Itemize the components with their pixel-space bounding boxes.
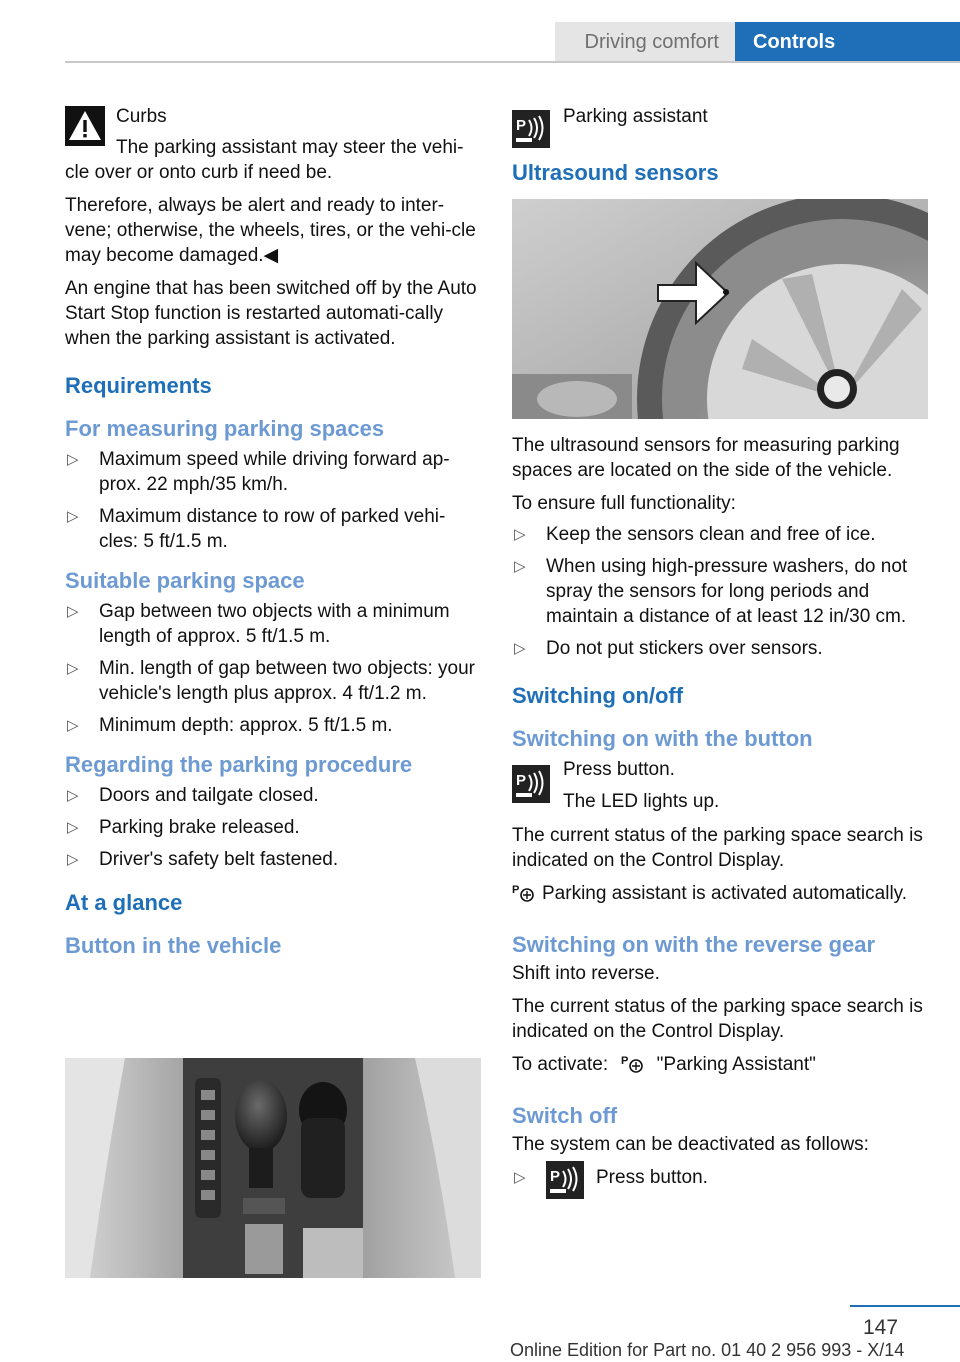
list-item: ▷ Minimum depth: approx. 5 ft/1.5 m. — [67, 715, 393, 736]
paragraph: The system can be deactivated as follows: — [512, 1134, 869, 1155]
svg-text:P: P — [621, 1055, 629, 1067]
chapter-tab: Controls — [735, 22, 960, 62]
list-item: ▷ Maximum speed while driving forward ap-prox. 22 mph/35 km/h. — [67, 449, 450, 495]
triangle-bullet-icon: ▷ — [67, 717, 79, 734]
list-item: ▷ Driver's safety belt fastened. — [67, 849, 339, 870]
parking-assistant-button-icon — [512, 765, 550, 803]
paragraph: The current status of the parking space search is indicated on the Control Display. — [512, 825, 923, 871]
heading-requirements: Requirements — [65, 373, 212, 398]
triangle-bullet-icon: ▷ — [67, 508, 79, 525]
parking-assistant-button-icon — [546, 1161, 584, 1199]
deactivate-list — [512, 1165, 928, 1201]
parking-assistant-symbol-icon — [621, 1052, 645, 1081]
list-item: ▷ Doors and tailgate closed. — [67, 785, 319, 806]
svg-text:P: P — [512, 884, 520, 896]
svg-text:P: P — [516, 772, 527, 789]
warning-block — [65, 100, 481, 160]
center-console-photo — [65, 1058, 481, 1278]
led-text: The LED lights up. — [563, 791, 720, 812]
parking-assistant-symbol-icon — [512, 881, 536, 910]
warning-triangle-icon — [65, 106, 105, 146]
page-header — [0, 0, 960, 62]
activated-row: P Parking assistant is activated automatically. — [512, 881, 928, 910]
right-column — [512, 100, 928, 1208]
list-item: ▷ Parking brake released. — [67, 817, 300, 838]
triangle-bullet-icon: ▷ — [514, 558, 526, 575]
triangle-bullet-icon: ▷ — [67, 451, 79, 468]
section-tab: Driving comfort — [555, 22, 735, 62]
list-item: ▷ Maximum distance to row of parked vehi-cles: 5 ft/1.5 m. — [67, 506, 446, 552]
triangle-bullet-icon: ▷ — [67, 660, 79, 677]
list-item: ▷ Gap between two objects with a minimum length of approx. 5 ft/1.5 m. — [67, 601, 450, 647]
list-item: ▷ When using high-pressure washers, do not spray the sensors for long periods and maintain a distance of at least 12 in/30 cm. — [514, 556, 908, 627]
paragraph: Shift into reverse. — [512, 963, 660, 984]
svg-text:P: P — [550, 1168, 561, 1185]
triangle-bullet-icon: ▷ — [514, 526, 526, 543]
measuring-list — [65, 447, 481, 554]
warning-title: Curbs — [116, 106, 167, 127]
triangle-bullet-icon: ▷ — [67, 819, 79, 836]
heading-glance: At a glance — [65, 890, 183, 915]
ultrasound-sensor-photo — [512, 199, 928, 419]
assistant-label: Parking assistant — [563, 106, 708, 127]
list-item: ▷ Do not put stickers over sensors. — [514, 638, 823, 659]
list-item: ▷ Keep the sensors clean and free of ice. — [514, 524, 876, 545]
triangle-bullet-icon: ▷ — [514, 640, 526, 657]
svg-text:P: P — [516, 117, 527, 134]
heading-suitable: Suitable parking space — [65, 568, 305, 593]
ensure-list — [512, 522, 928, 661]
header-rule — [65, 61, 960, 63]
page-number: 147 — [863, 1316, 899, 1339]
heading-switching: Switching on/off — [512, 683, 684, 708]
warning-line1: The parking assistant may steer the vehi- — [116, 137, 464, 158]
heading-switch-off: Switch off — [512, 1103, 618, 1128]
heading-procedure: Regarding the parking procedure — [65, 752, 413, 777]
heading-ultrasound: Ultrasound sensors — [512, 160, 719, 185]
paragraph: The ultrasound sensors for measuring parking spaces are located on the side of the vehicle. — [512, 435, 900, 481]
warning-line2: cle over or onto curb if need be. — [65, 162, 333, 183]
list-item: ▷ Min. length of gap between two objects: your vehicle's length plus approx. 4 ft/1.2 m. — [67, 658, 476, 704]
footer-rule — [850, 1305, 960, 1307]
list-item: ▷ P Press button. — [512, 1165, 928, 1201]
heading-switch-button: Switching on with the button — [512, 726, 813, 751]
heading-measuring: For measuring parking spaces — [65, 416, 385, 441]
paragraph: An engine that has been switched off by the Auto Start Stop function is restarted automati-cally when the parking assistant is activated. — [65, 278, 477, 349]
procedure-list — [65, 783, 481, 872]
edition-note: Online Edition for Part no. 01 40 2 956 993 - X/14 — [510, 1340, 905, 1360]
activate-row: To activate: P "Parking Assistant" — [512, 1052, 928, 1081]
paragraph: Therefore, always be alert and ready to inter-vene; otherwise, the wheels, tires, or the vehi-cle may become damaged.◀ — [65, 195, 476, 266]
assistant-label-row — [512, 100, 928, 150]
left-column — [65, 100, 481, 972]
parking-assistant-button-icon — [512, 110, 550, 148]
press-button-text: Press button. — [563, 759, 675, 780]
triangle-bullet-icon: ▷ — [67, 603, 79, 620]
heading-button-vehicle: Button in the vehicle — [65, 933, 282, 958]
paragraph: To ensure full functionality: — [512, 493, 736, 514]
triangle-bullet-icon: ▷ — [514, 1169, 526, 1186]
triangle-bullet-icon: ▷ — [67, 851, 79, 868]
suitable-list — [65, 599, 481, 738]
heading-reverse: Switching on with the reverse gear — [512, 932, 876, 957]
triangle-bullet-icon: ▷ — [67, 787, 79, 804]
paragraph: The current status of the parking space search is indicated on the Control Display. — [512, 996, 923, 1042]
press-button-block — [512, 757, 928, 815]
